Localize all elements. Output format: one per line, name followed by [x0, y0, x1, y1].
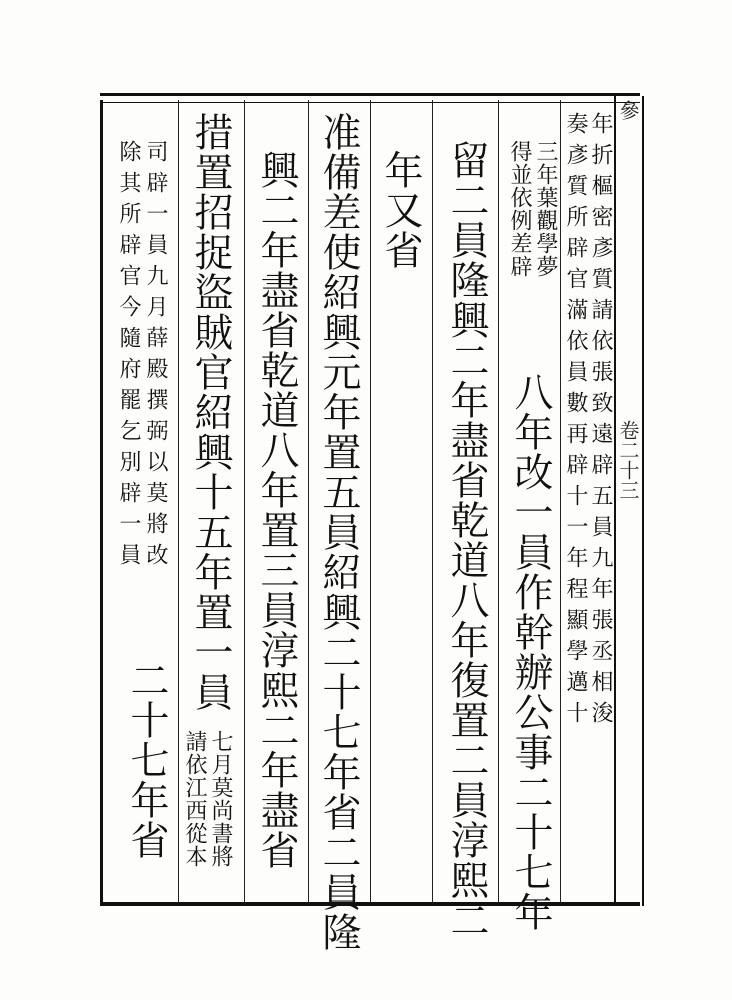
text-column-3: 留二員隆興二年盡省乾道八年復置二員淳熙二	[444, 140, 489, 940]
column-rule	[370, 100, 371, 903]
column-rule	[432, 100, 433, 903]
page-margin-strip	[614, 96, 644, 906]
text-column-5: 准備差使紹興元年置五員紹興二十七年省二員隆	[316, 112, 361, 952]
text-column-8a: 司辟一員九月薛殿撰弼以莫將改	[143, 140, 168, 574]
text-column-1b: 奏彥質所辟官滿依員數再辟十一年程顯學邁十	[563, 112, 588, 732]
column-rule	[498, 100, 499, 903]
column-rule	[560, 100, 561, 903]
text-column-6: 興二年盡省乾道八年置三員淳熙二年盡省	[254, 150, 299, 870]
text-column-7c: 請依江西從本	[182, 730, 207, 868]
margin-title-fragment: 參	[616, 100, 640, 120]
text-column-1a: 年折樞密彥質請依張致遠辟五員九年張丞相浚	[588, 112, 613, 732]
text-column-4: 年又省	[378, 150, 423, 270]
text-column-2c: 八年改一員作幹辦公事二十七年	[508, 372, 553, 932]
text-column-8b: 除其所辟官今隨府罷乞別辟一員	[116, 140, 141, 574]
text-column-8c: 二十七年省	[124, 660, 169, 860]
column-rule	[308, 100, 309, 903]
column-rule	[178, 100, 179, 903]
text-column-2a: 三年葉觀學夢	[533, 140, 558, 278]
text-column-7a: 措置招捉盜賊官紹興十五年置一員	[188, 112, 233, 712]
text-column-7b: 七月莫尚書將	[208, 730, 233, 868]
text-column-2b: 得並依例差辟	[507, 140, 532, 278]
margin-section-label: 卷二十三	[616, 420, 640, 500]
frame-left-border	[100, 100, 103, 905]
column-rule	[244, 100, 245, 903]
